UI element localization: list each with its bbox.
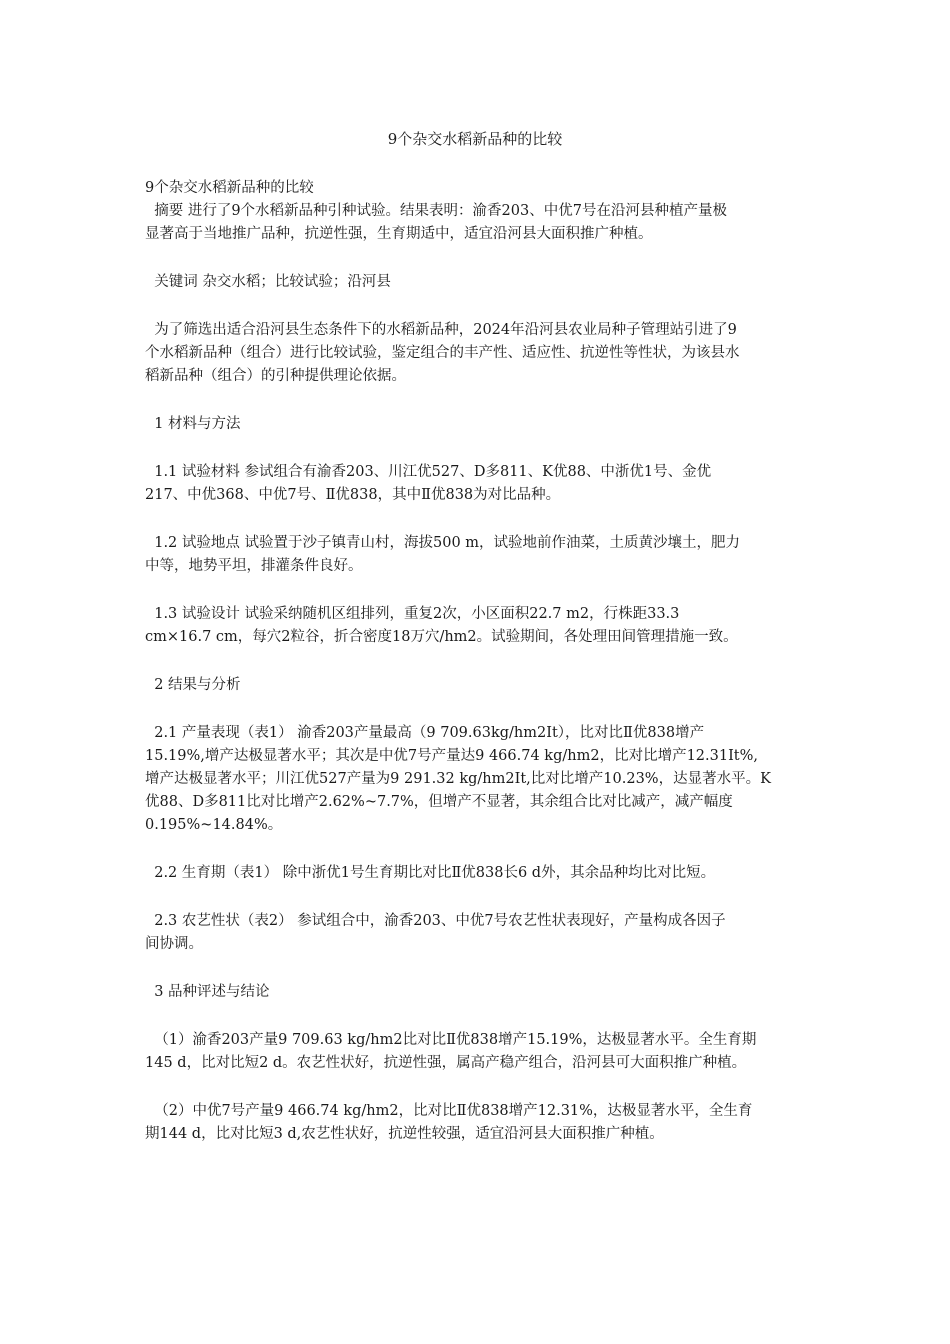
text-line: 0.195%~14.84%。 bbox=[145, 817, 283, 833]
text-line: 2.3 农艺性状（表2） 参试组合中，渝香203、中优7号农艺性状表现好，产量构成各因子 bbox=[145, 913, 726, 929]
conclusion-item-2 bbox=[145, 1100, 810, 1146]
section-1-2-paragraph bbox=[145, 532, 810, 578]
section-2-3-paragraph bbox=[145, 910, 810, 956]
text-line: 期144 d，比对比短3 d,农艺性状好，抗逆性较强，适宜沿河县大面积推广种植。 bbox=[145, 1126, 664, 1142]
text-line: 间协调。 bbox=[145, 936, 203, 952]
abstract-paragraph bbox=[145, 200, 810, 246]
text-line: 1.1 试验材料 参试组合有渝香203、川江优527、D多811、K优88、中浙优1号、金优 bbox=[145, 464, 712, 480]
conclusion-item-1 bbox=[145, 1029, 810, 1075]
text-line: cm×16.7 cm，每穴2粒谷，折合密度18万穴/hm2。试验期间，各处理田间管理措施一致。 bbox=[145, 629, 738, 645]
text-line: 增产达极显著水平；川江优527产量为9 291.32 kg/hm2Ⅰt,比对比增产10.23%，达显著水平。K bbox=[145, 771, 771, 787]
text-line: 中等，地势平坦，排灌条件良好。 bbox=[145, 558, 363, 574]
text-line: 稻新品种（组合）的引种提供理论依据。 bbox=[145, 368, 406, 384]
text-line: 217、中优368、中优7号、Ⅱ优838，其中Ⅱ优838为对比品种。 bbox=[145, 487, 561, 503]
text-line: （2）中优7号产量9 466.74 kg/hm2，比对比Ⅱ优838增产12.31%，达极显著水平，全生育 bbox=[145, 1103, 753, 1119]
section-heading: 1 材料与方法 bbox=[145, 416, 241, 432]
section-2-1-paragraph bbox=[145, 722, 810, 837]
section-heading: 2 结果与分析 bbox=[145, 677, 241, 693]
text-line: 摘要 进行了9个水稻新品种引种试验。结果表明：渝香203、中优7号在沿河县种植产量极 bbox=[145, 203, 727, 219]
keywords-paragraph: 关键词 杂交水稻；比较试验；沿河县 bbox=[145, 274, 391, 290]
text-line: 优88、D多811比对比增产2.62%~7.7%，但增产不显著，其余组合比对比减产，减产幅度 bbox=[145, 794, 733, 810]
intro-paragraph bbox=[145, 319, 810, 388]
article-body bbox=[145, 177, 810, 1146]
text-line: 2.2 生育期（表1） 除中浙优1号生育期比对比Ⅱ优838长6 d外，其余品种均比对比短。 bbox=[145, 865, 716, 881]
text-line: 1.2 试验地点 试验置于沙子镇青山村，海拔500 m，试验地前作油菜，土质黄沙壤土，肥力 bbox=[145, 535, 741, 551]
page-title: 9个杂交水稻新品种的比较 bbox=[387, 130, 563, 148]
section-1-1-paragraph bbox=[145, 461, 810, 507]
text-line: （1）渝香203产量9 709.63 kg/hm2比对比Ⅱ优838增产15.19%，达极显著水平。全生育期 bbox=[145, 1032, 757, 1048]
section-1-3-paragraph bbox=[145, 603, 810, 649]
text-line: 15.19%,增产达极显著水平；其次是中优7号产量达9 466.74 kg/hm2，比对比增产12.31Ⅰt%, bbox=[145, 748, 759, 764]
text-line: 2.1 产量表现（表1） 渝香203产量最高（9 709.63kg/hm2Ⅰt），比对比Ⅱ优838增产 bbox=[145, 725, 705, 741]
section-heading: 3 品种评述与结论 bbox=[145, 984, 270, 1000]
text-line: 显著高于当地推广品种，抗逆性强，生育期适中，适宜沿河县大面积推广种植。 bbox=[145, 226, 653, 242]
text-line: 145 d，比对比短2 d。农艺性状好，抗逆性强，属高产稳产组合，沿河县可大面积推广种植。 bbox=[145, 1055, 747, 1071]
section-2-2-paragraph bbox=[145, 862, 810, 885]
article-subtitle: 9个杂交水稻新品种的比较 bbox=[145, 180, 314, 196]
text-line: 个水稻新品种（组合）进行比较试验，鉴定组合的丰产性、适应性、抗逆性等性状，为该县水 bbox=[145, 345, 740, 361]
text-line: 1.3 试验设计 试验采纳随机区组排列，重复2次，小区面积22.7 m2，行株距33.3 bbox=[145, 606, 680, 622]
text-line: 为了筛选出适合沿河县生态条件下的水稻新品种，2024年沿河县农业局种子管理站引进了9 bbox=[145, 322, 737, 338]
